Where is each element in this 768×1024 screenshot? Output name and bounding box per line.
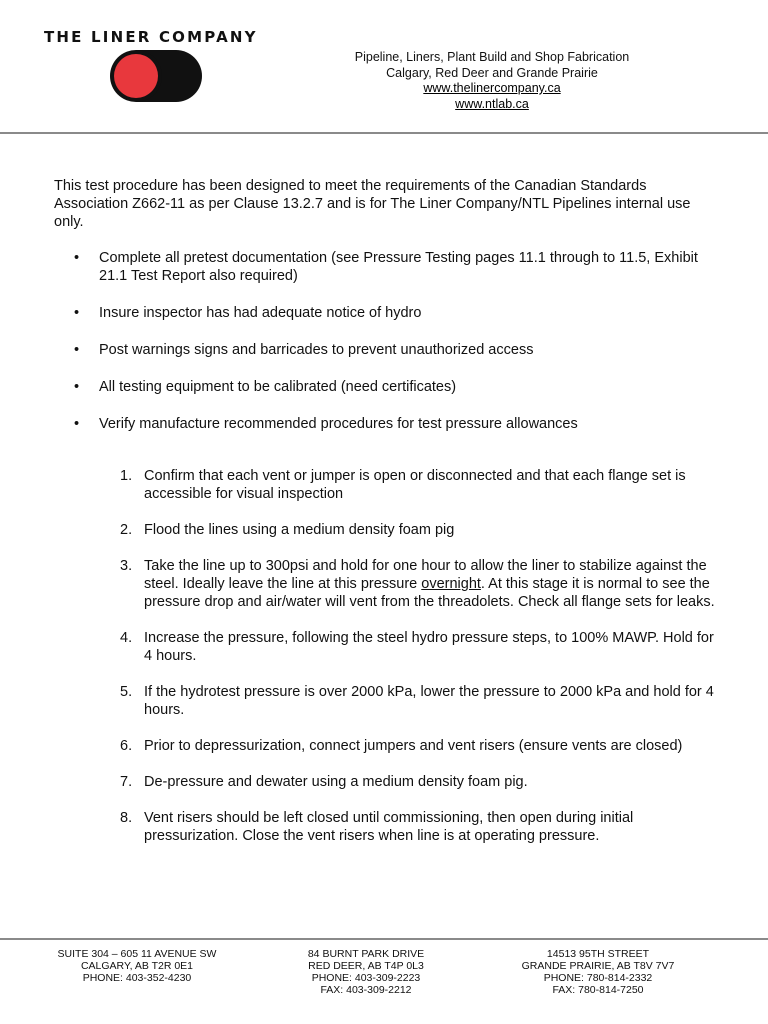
step-text: De-pressure and dewater using a medium density foam pig. xyxy=(144,774,528,790)
procedure-step xyxy=(100,809,720,845)
header-divider xyxy=(0,132,768,134)
step-text-part: Take the line up to 300psi and hold for one hour to allow the liner to stabilize against the steel. Ideally leave the line at this pressure xyxy=(144,558,707,592)
step-number: 8. xyxy=(120,810,133,826)
step-text: Confirm that each vent or jumper is open or disconnected and that each flange set is accessible for visual inspection xyxy=(144,468,686,502)
procedure-step xyxy=(100,773,720,791)
header-locations: Calgary, Red Deer and Grande Prairie xyxy=(386,65,598,80)
intro-paragraph: This test procedure has been designed to meet the requirements of the Canadian Standards Association Z662-11 as per Clause 13.2.7 and is for The Liner Company/NTL Pipelines internal use only. xyxy=(54,178,691,230)
checklist-item: • All testing equipment to be calibrated (need certificates) xyxy=(54,378,714,396)
footer-phone: PHONE: 403-309-2223 xyxy=(311,972,421,984)
footer-city-line: RED DEER, AB T4P 0L3 xyxy=(308,960,424,972)
step-number: 2. xyxy=(120,522,133,538)
footer-address-line: SUITE 304 – 605 11 AVENUE SW xyxy=(57,948,217,960)
procedure-steps xyxy=(100,467,720,863)
pretest-checklist xyxy=(54,249,714,452)
footer-city-line: GRANDE PRAIRIE, AB T8V 7V7 xyxy=(521,960,675,972)
step-text xyxy=(144,558,715,610)
footer-office-red-deer xyxy=(256,948,476,996)
company-logo-text: THE LINER COMPANY xyxy=(44,28,258,46)
footer-address-line: 14513 95TH STREET xyxy=(546,948,650,960)
footer-fax: FAX: 403-309-2212 xyxy=(320,984,412,996)
footer-office-grande-prairie xyxy=(488,948,708,996)
footer-office-calgary xyxy=(27,948,247,984)
website-link-ntlab[interactable]: www.ntlab.ca xyxy=(455,96,529,111)
procedure-step xyxy=(100,467,720,503)
website-link-liner[interactable]: www.thelinercompany.ca xyxy=(423,81,561,95)
pipe-logo-icon xyxy=(108,48,208,109)
footer-phone: PHONE: 403-352-4230 xyxy=(82,972,192,984)
footer-divider xyxy=(0,938,768,940)
footer-address-line: 84 BURNT PARK DRIVE xyxy=(307,948,425,960)
step-number: 4. xyxy=(120,630,133,646)
footer-fax: FAX: 780-814-7250 xyxy=(552,984,644,996)
header-company-info xyxy=(300,50,684,112)
header-tagline: Pipeline, Liners, Plant Build and Shop Fabrication xyxy=(354,50,630,64)
step-text-underlined: overnight xyxy=(421,576,481,592)
step-number: 3. xyxy=(120,558,133,574)
step-text-part: . At this stage it is normal to see the pressure drop and air/water will vent from the threadolets. Check all flange sets for leaks. xyxy=(144,576,715,610)
step-number: 5. xyxy=(120,684,133,700)
checklist-item: • Complete all pretest documentation (see Pressure Testing pages 11.1 through to 11.5, Exhibit 21.1 Test Report also required) xyxy=(54,249,714,285)
step-text: Prior to depressurization, connect jumpers and vent risers (ensure vents are closed) xyxy=(144,738,683,754)
step-text: Flood the lines using a medium density foam pig xyxy=(144,522,455,538)
checklist-item: • Post warnings signs and barricades to prevent unauthorized access xyxy=(54,341,714,359)
step-text: If the hydrotest pressure is over 2000 kPa, lower the pressure to 2000 kPa and hold for 4 hours. xyxy=(144,684,714,718)
step-number: 7. xyxy=(120,774,133,790)
step-text: Vent risers should be left closed until commissioning, then open during initial pressurization. Close the vent risers when line is at operating pressure. xyxy=(144,810,634,844)
step-text: Increase the pressure, following the steel hydro pressure steps, to 100% MAWP. Hold for 4 hours. xyxy=(144,630,714,664)
checklist-item: • Insure inspector has had adequate notice of hydro xyxy=(54,304,714,322)
checklist-item: • Verify manufacture recommended procedures for test pressure allowances xyxy=(54,415,714,433)
procedure-step xyxy=(100,557,720,611)
footer-city-line: CALGARY, AB T2R 0E1 xyxy=(80,960,194,972)
step-number: 1. xyxy=(120,468,133,484)
procedure-step xyxy=(100,737,720,755)
procedure-step xyxy=(100,521,720,539)
procedure-step xyxy=(100,629,720,665)
footer-phone: PHONE: 780-814-2332 xyxy=(543,972,653,984)
step-number: 6. xyxy=(120,738,133,754)
procedure-step xyxy=(100,683,720,719)
